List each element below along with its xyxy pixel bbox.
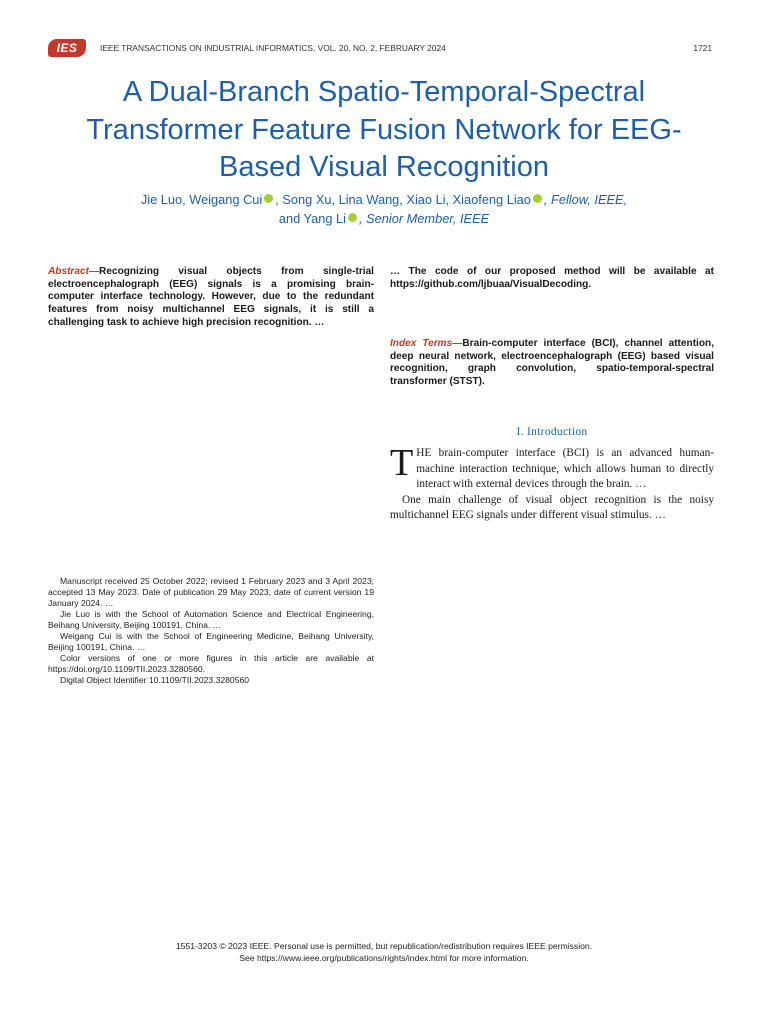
footnote: Digital Object Identifier 10.1109/TII.2023.3280560 [60, 675, 250, 685]
footnote: Jie Luo is with the School of Automation Science and Electrical Engineering, Beihang University, Beijing 100191, China. … [48, 609, 374, 630]
index-terms-text: Brain-computer interface (BCI), channel attention, deep neural network, electroencephalograph (EEG) based visual recognition, graph convolution, spatio-temporal-spectral transformer (STST). [390, 338, 715, 388]
footnotes [48, 576, 374, 686]
journal-name: IEEE TRANSACTIONS ON INDUSTRIAL INFORMATICS, VOL. 20, NO. 2, FEBRUARY 2024 [100, 43, 446, 53]
index-terms-label: Index Terms— [390, 338, 463, 349]
index-terms-block [390, 338, 714, 389]
rights-link-line: See https://www.ieee.org/publications/rights/index.html for more information. [239, 952, 529, 963]
drop-cap: T [390, 442, 414, 484]
intro-paragraph-1-text: HE brain-computer interface (BCI) is an advanced human-machine interaction technique, which allows human to directly interact with external devices through the brain. … [416, 447, 714, 491]
introduction-body [390, 442, 714, 524]
abstract [48, 266, 374, 330]
author-text-2: , Song Xu, Lina Wang, Xiao Li, Xiaofeng Liao [275, 192, 531, 207]
abstract-label: Abstract— [48, 266, 100, 277]
paper-title: A Dual-Branch Spatio-Temporal-Spectral Transformer Feature Fusion Network for EEG-Based Visual Recognition [86, 76, 682, 183]
orcid-icon[interactable] [264, 194, 273, 203]
footnote: Weigang Cui is with the School of Engineering Medicine, Beihang University, Beijing 100191, China. … [48, 631, 374, 652]
author-title-2: , Senior Member, IEEE [358, 211, 490, 226]
author-list [84, 190, 684, 228]
orcid-icon[interactable] [533, 194, 542, 203]
author-text-3: and Yang Li [278, 211, 346, 226]
footnote: Manuscript received 25 October 2022; revised 1 February 2023 and 3 April 2023; accepted 13 May 2023. Date of publication 29 May 2023; date of current version 19 January 2024. … [48, 576, 374, 608]
section-heading-block [390, 426, 714, 438]
author-text-1: Jie Luo, Weigang Cui [140, 192, 263, 207]
index-terms [390, 338, 714, 389]
copyright-footer [48, 941, 720, 964]
footnote: Color versions of one or more figures in this article are available at https://doi.org/10.1109/TII.2023.3280560. [48, 653, 374, 674]
section-heading: I. Introduction [516, 426, 588, 438]
intro-paragraph-1 [390, 442, 714, 493]
abstract-block [48, 266, 374, 330]
intro-paragraph-2: One main challenge of visual object recognition is the noisy multichannel EEG signals under different visual stimulus. … [390, 493, 714, 522]
running-header [48, 38, 712, 58]
orcid-icon[interactable] [348, 213, 357, 222]
ies-logo: IES [48, 39, 86, 57]
copyright-line: 1551-3203 © 2023 IEEE. Personal use is permitted, but republication/redistribution requires IEEE permission. [175, 941, 593, 951]
abstract-text: Recognizing visual objects from single-trial electroencephalograph (EEG) signals is a promising brain-computer interface technology. However, due to the redundant features from noisy multichannel EEG signals, it is still a challenging task to achieve high precision recognition. … [48, 266, 374, 328]
abstract-continuation: … The code of our proposed method will be available at https://github.com/ljbuaa/VisualDecoding. [390, 266, 714, 290]
abstract-continuation-block [390, 266, 714, 291]
page-number: 1721 [693, 43, 712, 53]
author-title-1: , Fellow, IEEE, [543, 192, 628, 207]
